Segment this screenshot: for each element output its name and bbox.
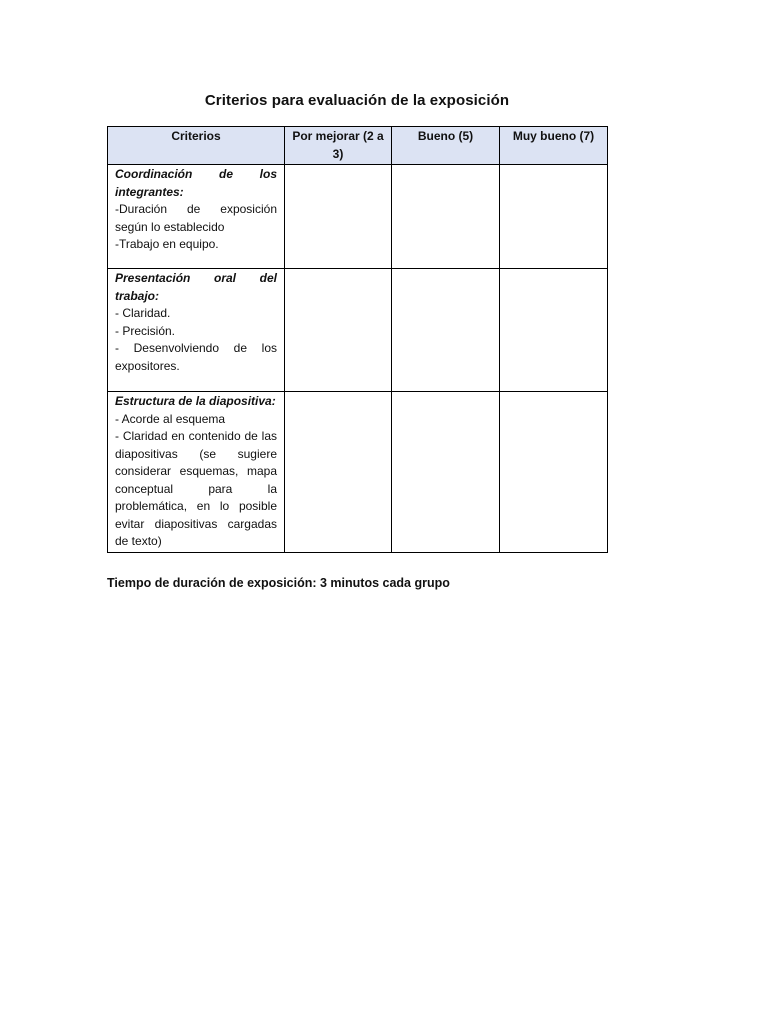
criterion-title: Estructura de la diapositiva: [115, 394, 276, 408]
score-cell-bueno [392, 392, 500, 553]
criterion-item: - Desenvolviendo de los expositores. [115, 341, 277, 373]
criterion-item: -Trabajo en equipo. [115, 237, 219, 251]
score-cell-muy-bueno [500, 165, 608, 269]
table-row [108, 269, 608, 392]
score-cell-muy-bueno [500, 269, 608, 392]
criterion-title: Presentación oral del trabajo: [115, 271, 277, 303]
table-header-row [108, 127, 608, 165]
header-muy-bueno: Muy bueno (7) [500, 127, 608, 165]
criterion-title: Coordinación de los integrantes: [115, 167, 277, 199]
score-cell-bueno [392, 269, 500, 392]
header-criterios: Criterios [108, 127, 285, 165]
header-por-mejorar: Por mejorar (2 a 3) [285, 127, 392, 165]
criterion-cell [108, 165, 285, 269]
duration-note: Tiempo de duración de exposición: 3 minutos cada grupo [107, 576, 450, 590]
criterion-item: - Precisión. [115, 323, 176, 338]
criterion-cell [108, 392, 285, 553]
criterion-cell [108, 269, 285, 392]
score-cell-por-mejorar [285, 165, 392, 269]
criterion-item: -Duración de exposición según lo establecido [115, 202, 277, 234]
criterion-item: - Acorde al esquema [115, 411, 226, 426]
score-cell-por-mejorar [285, 392, 392, 553]
score-cell-muy-bueno [500, 392, 608, 553]
evaluation-rubric-table [107, 126, 608, 553]
score-cell-por-mejorar [285, 269, 392, 392]
criterion-item: - Claridad en contenido de las diapositivas (se sugiere considerar esquemas, mapa conceptual para la problemática, en lo posible evitar diapositivas cargadas de texto) [115, 429, 277, 548]
score-cell-bueno [392, 165, 500, 269]
table-row [108, 392, 608, 553]
document-title: Criterios para evaluación de la exposición [204, 92, 510, 109]
table-row [108, 165, 608, 269]
criterion-item: - Claridad. [115, 306, 171, 320]
header-bueno: Bueno (5) [392, 127, 500, 165]
